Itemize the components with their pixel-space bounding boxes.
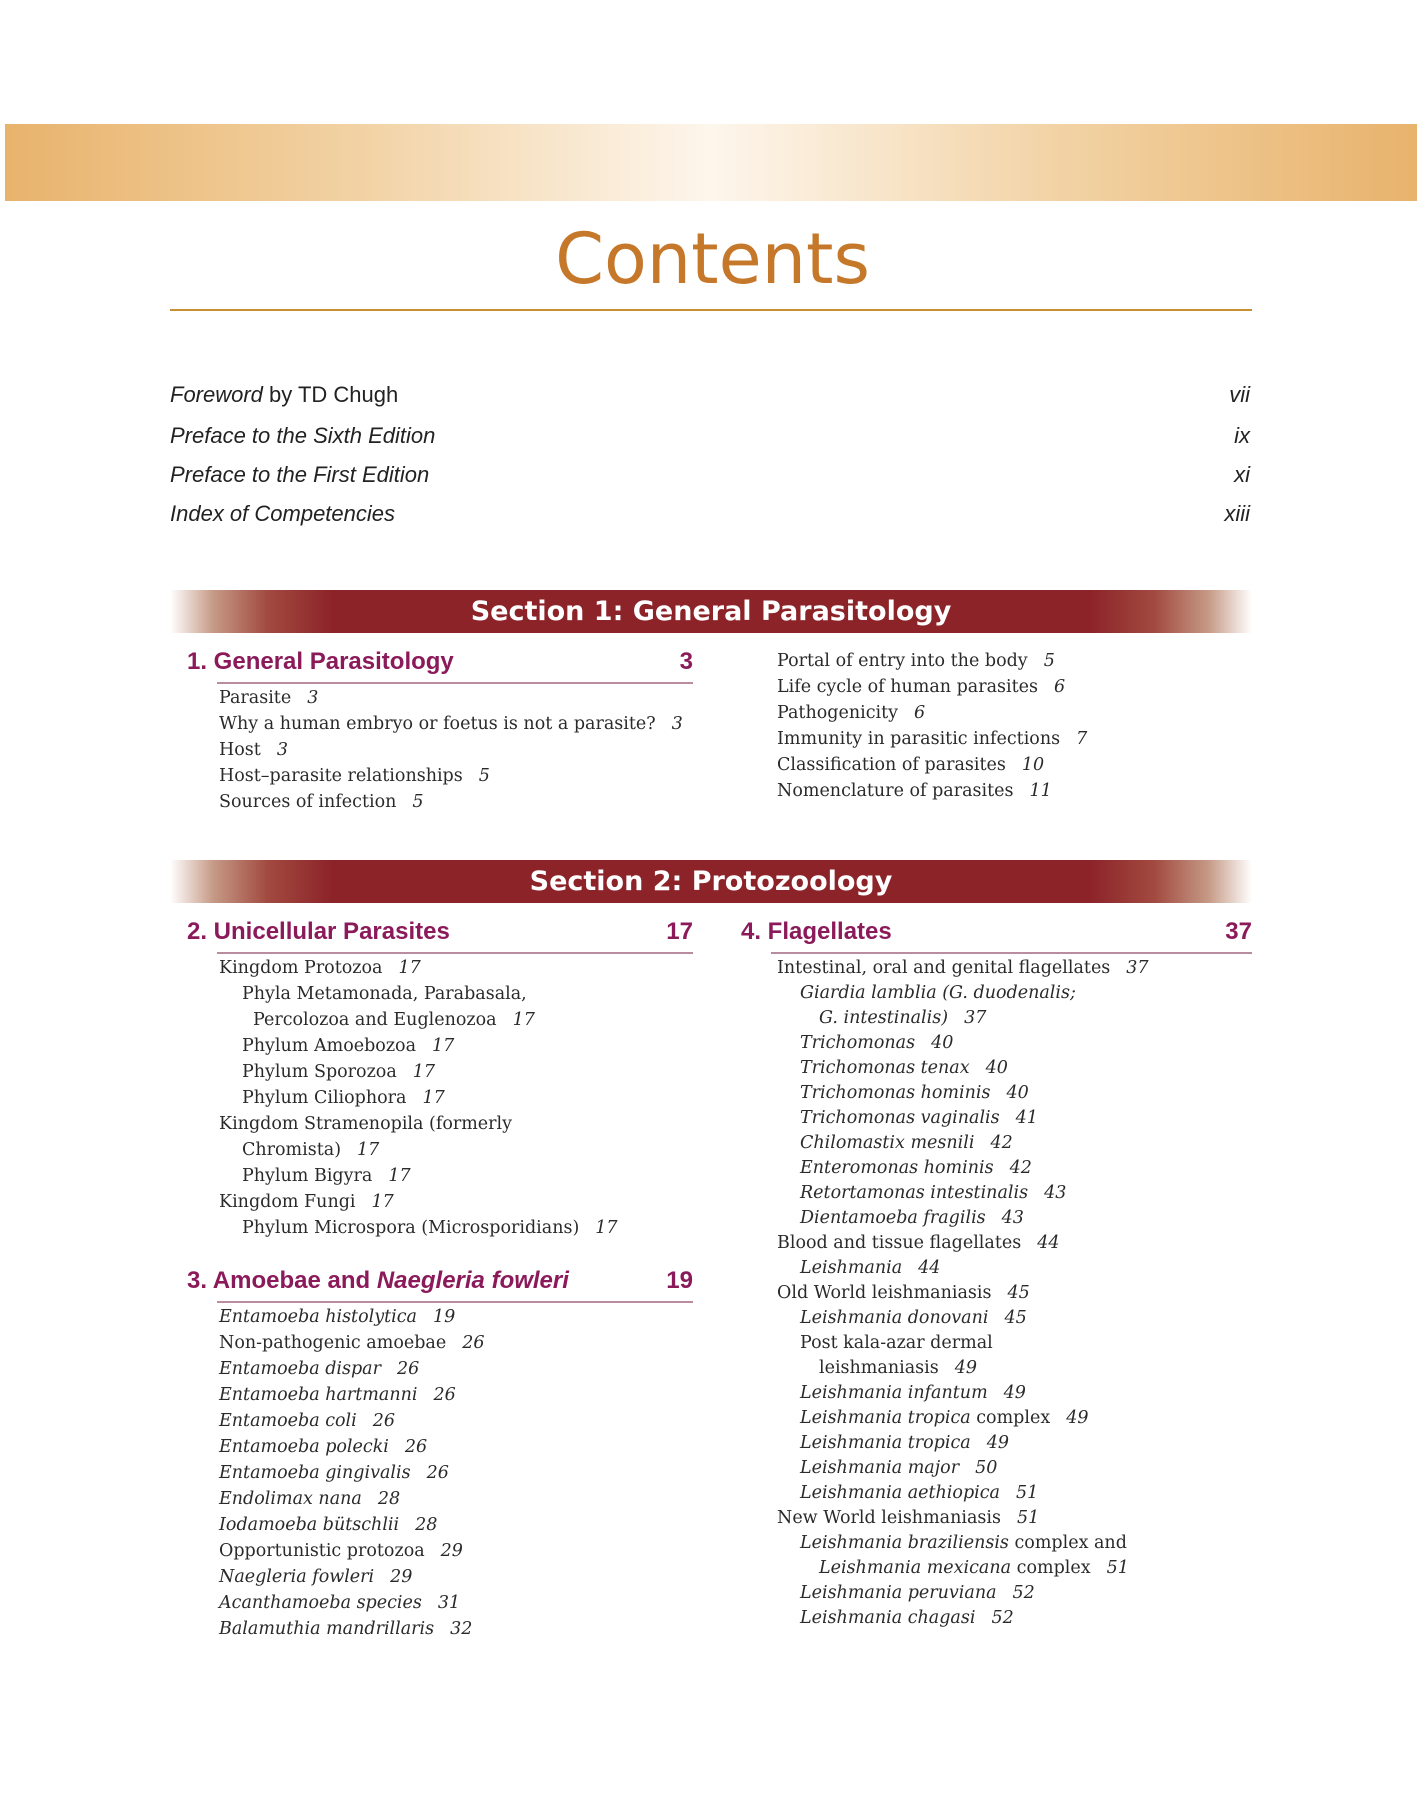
toc-entry[interactable]: Trichomonas hominis 40	[800, 1083, 1029, 1103]
chapter-title: 4. Flagellates	[741, 918, 892, 945]
toc-entry[interactable]: Phylum Sporozoa 17	[242, 1062, 436, 1082]
page-title: Contents	[555, 218, 870, 300]
chapter-page: 3	[679, 648, 693, 675]
toc-entry[interactable]: Phylum Bigyra 17	[242, 1166, 411, 1186]
toc-entry[interactable]: Entamoeba polecki 26	[219, 1437, 428, 1457]
toc-entry[interactable]: Entamoeba histolytica 19	[219, 1307, 456, 1327]
toc-entry[interactable]: Leishmania tropica complex 49	[800, 1408, 1089, 1428]
chapter-page: 37	[1225, 918, 1252, 945]
toc-entry[interactable]: Blood and tissue flagellates 44	[777, 1233, 1060, 1253]
toc-entry[interactable]: Chilomastix mesnili 42	[800, 1133, 1013, 1153]
toc-entry[interactable]: Leishmania tropica 49	[800, 1433, 1009, 1453]
front-matter-page: ix	[1234, 423, 1250, 448]
front-matter-page: vii	[1229, 382, 1250, 407]
toc-entry[interactable]: Leishmania 44	[800, 1258, 941, 1278]
header-band	[5, 124, 1417, 201]
chapter-1-heading[interactable]	[187, 648, 693, 684]
toc-entry[interactable]: Retortamonas intestinalis 43	[800, 1183, 1067, 1203]
toc-entry[interactable]: Percolozoa and Euglenozoa 17	[253, 1010, 535, 1030]
toc-entry[interactable]: Entamoeba coli 26	[219, 1411, 396, 1431]
front-matter-page: xi	[1234, 462, 1250, 487]
toc-entry[interactable]: New World leishmaniasis 51	[777, 1508, 1040, 1528]
toc-entry[interactable]: Giardia lamblia (G. duodenalis;	[800, 983, 1076, 1003]
toc-entry[interactable]: Leishmania major 50	[800, 1458, 998, 1478]
toc-entry[interactable]: Kingdom Protozoa 17	[219, 958, 421, 978]
toc-entry[interactable]: Post kala-azar dermal	[800, 1333, 993, 1353]
toc-entry[interactable]: Immunity in parasitic infections 7	[777, 729, 1088, 749]
section-title: Section 1: General Parasitology	[470, 596, 952, 627]
toc-entry[interactable]: Leishmania chagasi 52	[800, 1608, 1014, 1628]
front-matter-label: Index of Competencies	[170, 501, 396, 526]
chapter-page: 17	[666, 918, 693, 945]
section-1-band	[170, 590, 1252, 633]
front-matter-label: Preface to the Sixth Edition	[170, 423, 436, 448]
toc-entry[interactable]: Leishmania peruviana 52	[800, 1583, 1035, 1603]
toc-entry[interactable]: Pathogenicity 6	[777, 703, 926, 723]
toc-entry[interactable]: Sources of infection 5	[219, 792, 424, 812]
toc-entry[interactable]: Leishmania infantum 49	[800, 1383, 1026, 1403]
toc-entry[interactable]: Leishmania aethiopica 51	[800, 1483, 1039, 1503]
toc-entry[interactable]: Trichomonas tenax 40	[800, 1058, 1008, 1078]
toc-entry[interactable]: Dientamoeba fragilis 43	[800, 1208, 1024, 1228]
toc-entry[interactable]: Kingdom Fungi 17	[219, 1192, 394, 1212]
toc-entry[interactable]: Kingdom Stramenopila (formerly	[219, 1114, 513, 1134]
chapter-page: 19	[666, 1267, 693, 1294]
chapter-4-heading[interactable]	[741, 918, 1252, 954]
toc-entry[interactable]: Phylum Microspora (Microsporidians) 17	[242, 1218, 618, 1238]
chapter-title: 1. General Parasitology	[187, 648, 454, 675]
chapter-rule	[217, 682, 693, 684]
chapter-3-heading[interactable]	[187, 1267, 693, 1303]
toc-entry[interactable]: Life cycle of human parasites 6	[777, 677, 1066, 697]
section-2-band	[170, 860, 1252, 903]
front-matter-index-competencies[interactable]	[170, 501, 1250, 535]
toc-entry[interactable]: leishmaniasis 49	[819, 1358, 977, 1378]
chapter-2-heading[interactable]	[187, 918, 693, 954]
toc-entry[interactable]: Entamoeba hartmanni 26	[219, 1385, 456, 1405]
front-matter-label: Preface to the First Edition	[170, 462, 430, 487]
toc-entry[interactable]: Naegleria fowleri 29	[219, 1567, 413, 1587]
toc-entry[interactable]: Opportunistic protozoa 29	[219, 1541, 463, 1561]
front-matter-preface-first[interactable]	[170, 462, 1250, 496]
toc-entry[interactable]: Phylum Ciliophora 17	[242, 1088, 445, 1108]
chapter-rule	[217, 952, 693, 954]
toc-entry[interactable]: Chromista) 17	[242, 1140, 380, 1160]
toc-entry[interactable]: Old World leishmaniasis 45	[777, 1283, 1030, 1303]
toc-entry[interactable]: Leishmania donovani 45	[800, 1308, 1027, 1328]
chapter-rule	[217, 1301, 693, 1303]
toc-entry[interactable]: G. intestinalis) 37	[819, 1008, 987, 1028]
toc-entry[interactable]: Endolimax nana 28	[219, 1489, 401, 1509]
toc-entry[interactable]: Iodamoeba bütschlii 28	[219, 1515, 438, 1535]
toc-entry[interactable]: Leishmania braziliensis complex and	[800, 1533, 1127, 1553]
chapter-rule	[771, 952, 1252, 954]
title-rule	[170, 309, 1252, 311]
toc-entry[interactable]: Host–parasite relationships 5	[219, 766, 490, 786]
toc-entry[interactable]: Entamoeba gingivalis 26	[219, 1463, 449, 1483]
toc-entry[interactable]: Balamuthia mandrillaris 32	[219, 1619, 473, 1639]
toc-entry[interactable]: Acanthamoeba species 31	[219, 1593, 461, 1613]
toc-entry[interactable]: Parasite 3	[219, 688, 319, 708]
toc-entry[interactable]: Host 3	[219, 740, 288, 760]
toc-entry[interactable]: Trichomonas 40	[800, 1033, 954, 1053]
toc-entry[interactable]: Trichomonas vaginalis 41	[800, 1108, 1038, 1128]
toc-entry[interactable]: Enteromonas hominis 42	[800, 1158, 1032, 1178]
toc-entry[interactable]: Non-pathogenic amoebae 26	[219, 1333, 485, 1353]
front-matter-preface-sixth[interactable]	[170, 423, 1250, 457]
front-matter-foreword[interactable]	[170, 382, 1250, 416]
front-matter-label: Foreword by TD Chugh	[170, 382, 399, 407]
section-title: Section 2: Protozoology	[529, 866, 893, 897]
toc-entry[interactable]: Phylum Amoebozoa 17	[242, 1036, 455, 1056]
front-matter-page: xiii	[1224, 501, 1250, 526]
chapter-title: 2. Unicellular Parasites	[187, 918, 450, 945]
toc-entry[interactable]: Classification of parasites 10	[777, 755, 1045, 775]
toc-entry[interactable]: Entamoeba dispar 26	[219, 1359, 420, 1379]
toc-entry[interactable]: Leishmania mexicana complex 51	[819, 1558, 1129, 1578]
toc-entry[interactable]: Nomenclature of parasites 11	[777, 781, 1052, 801]
toc-entry[interactable]: Intestinal, oral and genital flagellates 37	[777, 958, 1149, 978]
toc-entry[interactable]: Portal of entry into the body 5	[777, 651, 1055, 671]
chapter-title: 3. Amoebae and Naegleria fowleri	[187, 1267, 569, 1294]
toc-entry[interactable]: Why a human embryo or foetus is not a parasite? 3	[219, 714, 683, 734]
toc-entry[interactable]: Phyla Metamonada, Parabasala,	[242, 984, 527, 1004]
